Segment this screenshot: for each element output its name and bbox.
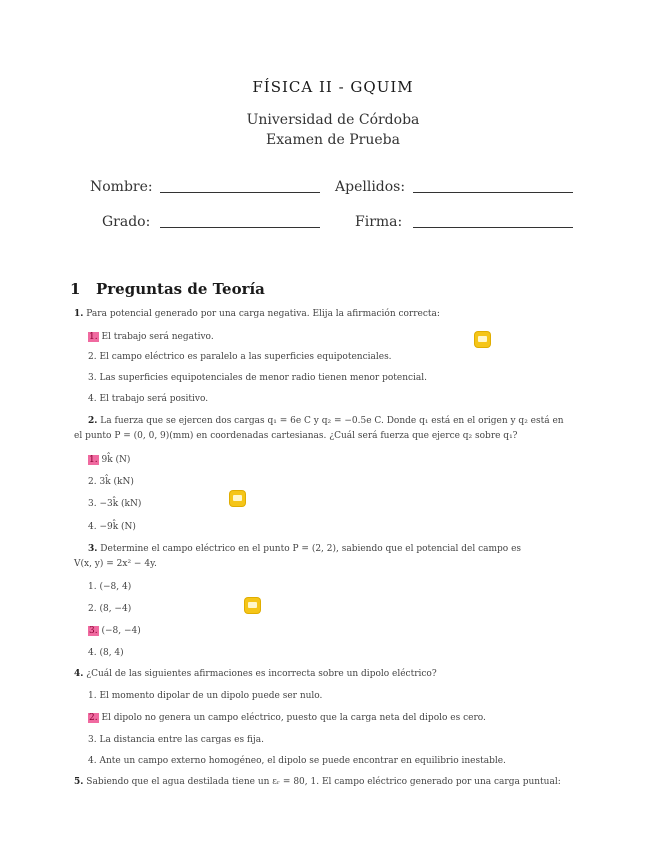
q3-option-3[interactable]	[88, 626, 141, 636]
q2-option-2-text: 3k̂ (kN)	[99, 477, 134, 487]
q3-option-1-number: 1.	[88, 582, 97, 592]
apellidos-label: Apellidos:	[335, 179, 406, 195]
question-2-text-2: el punto P = (0, 0, 9)(mm) en coordenadas cartesianas. ¿Cuál será fuerza que ejerce q₂ sobre q₁?	[74, 431, 518, 441]
q2-option-3-text: −3k̂ (kN)	[99, 499, 142, 509]
nombre-label: Nombre:	[90, 179, 153, 195]
question-5-number: 5.	[74, 777, 84, 787]
q2-option-2[interactable]	[88, 477, 134, 487]
grado-label: Grado:	[102, 214, 151, 230]
question-2-number: 2.	[88, 416, 98, 426]
q3-option-4[interactable]	[88, 648, 124, 658]
comment-icon[interactable]	[475, 332, 490, 347]
q3-option-3-text: (−8, −4)	[101, 626, 141, 636]
section-number: 1	[70, 280, 81, 298]
q4-option-1-text: El momento dipolar de un dipolo puede ser nulo.	[99, 691, 323, 701]
question-2	[88, 416, 564, 426]
q4-option-1[interactable]	[88, 691, 322, 701]
question-2-text-1: La fuerza que se ejercen dos cargas q₁ = 6e C y q₂ = −0.5e C. Donde q₁ está en el origen y q₂ está en	[100, 416, 564, 426]
q1-option-4-number: 4.	[88, 394, 97, 404]
q4-option-4-number: 4.	[88, 756, 97, 766]
q1-option-2[interactable]	[88, 352, 392, 362]
q2-option-1-text: 9k̂ (N)	[101, 455, 131, 465]
question-3-text-1: Determine el campo eléctrico en el punto P = (2, 2), sabiendo que el potencial del campo es	[100, 544, 522, 554]
q2-option-4-text: −9k̂ (N)	[99, 522, 136, 532]
q4-option-4-text: Ante un campo externo homogéneo, el dipolo se puede encontrar en equilibrio inestable.	[99, 756, 506, 766]
q3-option-2[interactable]	[88, 604, 131, 614]
q1-option-3-number: 3.	[88, 373, 97, 383]
q2-option-4-number: 4.	[88, 522, 97, 532]
q1-option-4-text: El trabajo será positivo.	[99, 394, 209, 404]
q3-option-2-text: (8, −4)	[99, 604, 132, 614]
q4-option-2[interactable]	[88, 713, 486, 723]
section-heading	[70, 280, 265, 298]
question-1-number: 1.	[74, 309, 84, 319]
question-1	[74, 309, 440, 319]
q2-option-4[interactable]	[88, 522, 136, 532]
question-5-text: Sabiendo que el agua destilada tiene un εᵣ = 80, 1. El campo eléctrico generado por una carga puntual:	[86, 777, 561, 787]
q4-option-1-number: 1.	[88, 691, 97, 701]
comment-icon[interactable]	[245, 598, 260, 613]
q4-option-2-text: El dipolo no genera un campo eléctrico, puesto que la carga neta del dipolo es cero.	[101, 713, 486, 723]
question-3-number: 3.	[88, 544, 98, 554]
q1-option-3[interactable]	[88, 373, 427, 383]
apellidos-field[interactable]	[413, 192, 573, 193]
document-title: FÍSICA II - GQUIM	[252, 78, 414, 96]
university-name: Universidad de Córdoba	[246, 112, 420, 128]
q3-option-4-number: 4.	[88, 648, 97, 658]
question-1-text: Para potencial generado por una carga negativa. Elija la afirmación correcta:	[86, 309, 440, 319]
highlight-mark: 1.	[89, 455, 98, 465]
highlight-mark: 1.	[89, 332, 98, 342]
question-4-number: 4.	[74, 669, 84, 679]
q4-option-3[interactable]	[88, 735, 264, 745]
q1-option-4[interactable]	[88, 394, 208, 404]
q1-option-2-text: El campo eléctrico es paralelo a las superficies equipotenciales.	[99, 352, 392, 362]
nombre-field[interactable]	[160, 192, 320, 193]
q3-option-1-text: (−8, 4)	[99, 582, 132, 592]
question-4	[74, 669, 437, 679]
q2-option-2-number: 2.	[88, 477, 97, 487]
question-3-text-2: V(x, y) = 2x² − 4y.	[74, 559, 157, 569]
highlight-mark: 2.	[89, 713, 98, 723]
q1-option-3-text: Las superficies equipotenciales de menor radio tienen menor potencial.	[99, 373, 428, 383]
q2-option-3-number: 3.	[88, 499, 97, 509]
grado-field[interactable]	[160, 227, 320, 228]
exam-name: Examen de Prueba	[266, 132, 400, 148]
q3-option-2-number: 2.	[88, 604, 97, 614]
q4-option-4[interactable]	[88, 756, 506, 766]
question-3	[88, 544, 521, 554]
q3-option-1[interactable]	[88, 582, 131, 592]
question-4-text: ¿Cuál de las siguientes afirmaciones es incorrecta sobre un dipolo eléctrico?	[86, 669, 437, 679]
q1-option-2-number: 2.	[88, 352, 97, 362]
question-5	[74, 777, 561, 787]
q3-option-4-text: (8, 4)	[99, 648, 124, 658]
firma-field[interactable]	[413, 227, 573, 228]
q2-option-3[interactable]	[88, 499, 141, 509]
q4-option-3-text: La distancia entre las cargas es fija.	[99, 735, 264, 745]
q4-option-3-number: 3.	[88, 735, 97, 745]
section-title: Preguntas de Teoría	[96, 280, 265, 298]
q1-option-1-text: El trabajo será negativo.	[101, 332, 214, 342]
highlight-mark: 3.	[89, 626, 98, 636]
q1-option-1[interactable]	[88, 332, 214, 342]
q2-option-1[interactable]	[88, 455, 130, 465]
comment-icon[interactable]	[230, 491, 245, 506]
firma-label: Firma:	[355, 214, 403, 230]
